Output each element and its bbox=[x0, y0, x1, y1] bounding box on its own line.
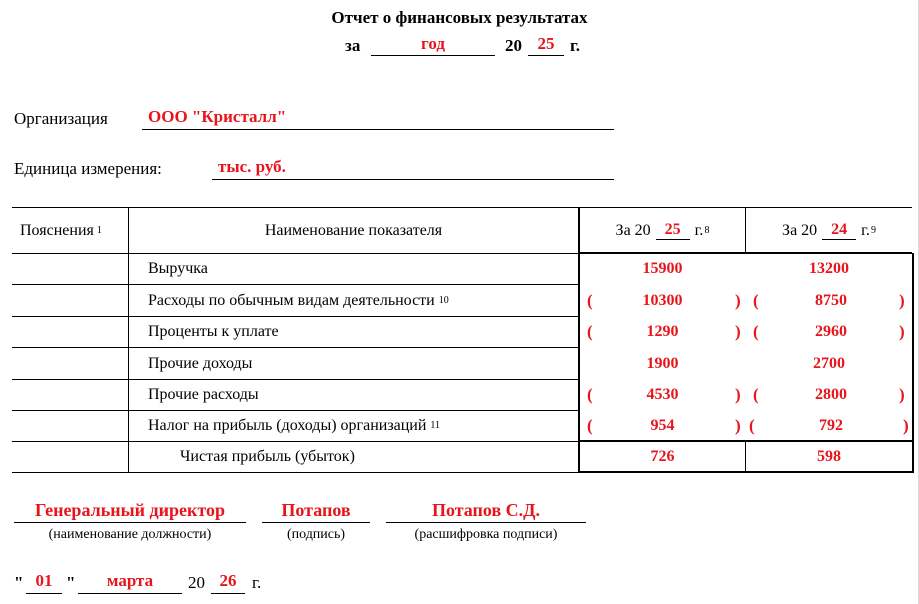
period-value[interactable]: год bbox=[371, 34, 495, 56]
signature-position-caption: (наименование должности) bbox=[48, 527, 212, 542]
unit-label: Единица измерения: bbox=[14, 159, 162, 178]
header-notes: Пояснения 1 bbox=[20, 221, 102, 239]
row-revenue-name: Выручка bbox=[148, 260, 208, 277]
period-year[interactable]: 25 bbox=[528, 34, 564, 56]
paren-close: ) bbox=[899, 291, 905, 310]
header-cur-year[interactable]: 25 bbox=[656, 221, 690, 240]
paren-open: ( bbox=[753, 385, 759, 404]
row-tax-previous[interactable]: 792 bbox=[819, 417, 843, 434]
row-net-profit-previous[interactable]: 598 bbox=[817, 448, 841, 465]
period-year-prefix: 20 bbox=[505, 36, 522, 55]
date-quote-close: " bbox=[66, 573, 76, 592]
org-value[interactable]: ООО "Кристалл" bbox=[142, 107, 614, 130]
row-net-profit-current[interactable]: 726 bbox=[650, 448, 675, 465]
row-tax-name: Налог на прибыль (доходы) организаций 11 bbox=[148, 417, 441, 434]
date-quote-open: " bbox=[14, 573, 24, 592]
header-notes-label: Пояснения bbox=[20, 221, 94, 239]
signature-name[interactable]: Потапов С.Д. bbox=[386, 500, 586, 523]
date-year[interactable]: 26 bbox=[211, 571, 245, 594]
header-cur-suffix: г. bbox=[694, 221, 704, 239]
date-suffix: г. bbox=[252, 573, 262, 592]
row-interest-name: Проценты к уплате bbox=[148, 323, 279, 340]
row-other-expenses-previous[interactable]: 2800 bbox=[815, 386, 847, 403]
paren-close: ) bbox=[899, 322, 905, 341]
report-title: Отчет о финансовых результатах bbox=[331, 8, 588, 27]
row-other-income-name: Прочие доходы bbox=[148, 354, 253, 372]
row-interest-current[interactable]: 1290 bbox=[646, 323, 679, 340]
period-prefix: за bbox=[345, 36, 361, 55]
row-interest-previous[interactable]: 2960 bbox=[815, 323, 847, 340]
header-name: Наименование показателя bbox=[264, 221, 443, 239]
paren-close: ) bbox=[735, 385, 741, 404]
header-current-year: За 20 25 г. 8 bbox=[615, 221, 710, 239]
header-previous-year: За 20 24 г. 9 bbox=[782, 221, 876, 239]
row-revenue-current[interactable]: 15900 bbox=[642, 260, 683, 277]
row-other-income-previous[interactable]: 2700 bbox=[813, 354, 845, 372]
paren-close: ) bbox=[735, 322, 741, 341]
paren-open: ( bbox=[587, 322, 593, 341]
row-expenses-label: Расходы по обычным видам деятельности bbox=[148, 291, 435, 309]
header-cur-prefix: За 20 bbox=[615, 221, 651, 239]
paren-close: ) bbox=[735, 291, 741, 310]
paren-open: ( bbox=[753, 322, 759, 341]
row-tax-label: Налог на прибыль (доходы) организаций bbox=[148, 417, 427, 434]
paren-open: ( bbox=[749, 416, 755, 435]
signature-name-caption: (расшифровка подписи) bbox=[414, 527, 558, 542]
paren-open: ( bbox=[587, 385, 593, 404]
signature-sign[interactable]: Потапов bbox=[262, 500, 370, 523]
signature-position[interactable]: Генеральный директор bbox=[14, 500, 246, 523]
paren-open: ( bbox=[587, 416, 593, 435]
paren-close: ) bbox=[899, 385, 905, 404]
row-other-expenses-current[interactable]: 4530 bbox=[646, 386, 679, 403]
paren-open: ( bbox=[587, 291, 593, 310]
row-revenue-previous[interactable]: 13200 bbox=[809, 260, 849, 277]
header-prev-year[interactable]: 24 bbox=[822, 221, 856, 240]
paren-close: ) bbox=[903, 416, 909, 435]
row-expenses-current[interactable]: 10300 bbox=[642, 291, 683, 309]
row-expenses-previous[interactable]: 8750 bbox=[815, 291, 847, 309]
org-label: Организация bbox=[14, 109, 108, 128]
paren-close: ) bbox=[735, 416, 741, 435]
row-tax-current[interactable]: 954 bbox=[650, 417, 675, 434]
unit-value[interactable]: тыс. руб. bbox=[212, 157, 614, 180]
header-prev-suffix: г. bbox=[861, 221, 870, 239]
date-year-prefix: 20 bbox=[188, 573, 205, 592]
signature-sign-caption: (подпись) bbox=[286, 527, 346, 542]
date-day[interactable]: 01 bbox=[26, 571, 62, 594]
row-net-profit-name: Чистая прибыль (убыток) bbox=[180, 448, 355, 465]
row-expenses-name: Расходы по обычным видам деятельности 10 bbox=[148, 291, 449, 309]
row-other-expenses-name: Прочие расходы bbox=[148, 386, 259, 403]
period-suffix: г. bbox=[570, 36, 581, 55]
date-month[interactable]: марта bbox=[78, 571, 182, 594]
paren-open: ( bbox=[753, 291, 759, 310]
header-prev-prefix: За 20 bbox=[782, 221, 818, 239]
row-other-income-current[interactable]: 1900 bbox=[646, 354, 679, 372]
